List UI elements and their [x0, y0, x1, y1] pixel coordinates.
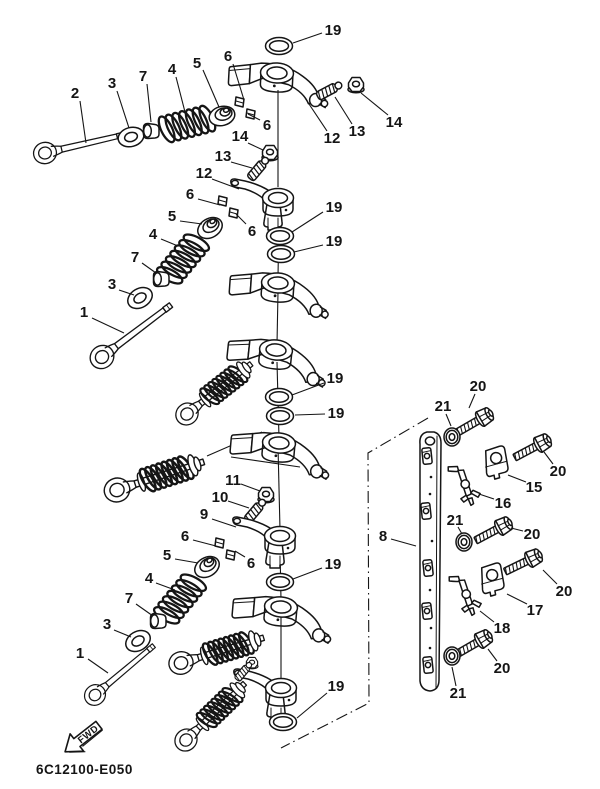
- callout-leader: [92, 318, 124, 333]
- callout-label-19: 19: [325, 199, 343, 216]
- rocker-arm: [228, 270, 331, 319]
- callout-leader: [117, 91, 129, 128]
- callout-label-20: 20: [555, 583, 573, 600]
- callout-label-19: 19: [324, 22, 342, 39]
- callout-leader: [161, 239, 178, 246]
- callout-leader: [293, 568, 322, 579]
- bushing-7: [154, 272, 170, 287]
- valve-spring-assembly: [170, 354, 258, 430]
- callout-leader: [175, 559, 198, 563]
- callout-leader: [543, 570, 557, 584]
- callout-leader: [511, 528, 523, 531]
- o-ring-19: [270, 714, 297, 731]
- callout-label-4: 4: [144, 570, 154, 587]
- callout-leader: [88, 659, 108, 673]
- callout-leader: [297, 693, 327, 718]
- callout-leader: [180, 221, 202, 224]
- callout-leader: [335, 97, 352, 124]
- callout-label-9: 9: [199, 506, 209, 523]
- retainer-clip-16: [447, 461, 482, 509]
- callout-label-4: 4: [167, 61, 177, 78]
- callout-leader: [231, 162, 252, 168]
- callout-label-10: 10: [211, 489, 229, 506]
- callout-leader: [236, 214, 246, 224]
- callout-label-1: 1: [75, 645, 85, 662]
- group-bracket-line: [281, 418, 428, 748]
- callout-label-20: 20: [469, 378, 487, 395]
- washer-21: [444, 647, 460, 665]
- callout-label-5: 5: [162, 547, 172, 564]
- callout-label-19: 19: [327, 405, 345, 422]
- rocker-rail-part-8: [420, 432, 441, 691]
- callout-leader: [295, 414, 325, 415]
- callout-leader: [391, 539, 416, 546]
- rocker-arm: [228, 429, 331, 480]
- callout-label-14: 14: [385, 114, 403, 131]
- callout-label-13: 13: [214, 148, 232, 165]
- callout-label-19: 19: [325, 233, 343, 250]
- callout-label-6: 6: [246, 555, 256, 572]
- washer-21: [456, 533, 472, 551]
- callout-leader: [507, 594, 527, 604]
- o-ring-19: [266, 389, 293, 406]
- callout-leader: [80, 101, 86, 143]
- callout-label-7: 7: [130, 249, 140, 266]
- callout-label-8: 8: [378, 528, 388, 545]
- spring-seat-3: [124, 283, 156, 312]
- callout-label-21: 21: [449, 685, 467, 702]
- callout-label-6: 6: [262, 117, 272, 134]
- exhaust-valve-2: [31, 124, 126, 166]
- o-ring-19: [266, 38, 293, 55]
- callout-leader: [241, 484, 260, 491]
- intake-valve-1: [80, 638, 160, 710]
- callout-label-5: 5: [167, 208, 177, 225]
- callout-label-16: 16: [494, 495, 512, 512]
- valve-spring-4: [155, 102, 220, 145]
- callout-leader: [228, 501, 249, 508]
- spring-seat-3: [116, 124, 146, 149]
- callout-label-21: 21: [446, 512, 464, 529]
- callout-leader: [292, 383, 324, 395]
- callout-leader: [480, 611, 494, 622]
- diagram-code: 6C12100-E050: [36, 762, 133, 777]
- flange-bolt-20: [511, 431, 554, 464]
- callout-leader: [469, 394, 475, 408]
- retainer-clip-18: [448, 571, 483, 619]
- o-ring-19: [267, 228, 294, 245]
- callout-leader: [479, 494, 494, 499]
- callout-leader: [292, 212, 323, 232]
- valve-cotters-6: [215, 538, 235, 560]
- callout-label-20: 20: [523, 526, 541, 543]
- callout-label-6: 6: [180, 528, 190, 545]
- spring-retainer-5: [207, 103, 237, 128]
- locknut-14: [348, 78, 364, 93]
- callout-leader: [508, 475, 526, 482]
- callout-label-14: 14: [231, 128, 249, 145]
- callout-leader: [203, 70, 219, 107]
- retainer-clamp-15: [482, 445, 509, 480]
- flange-bolt-20: [472, 514, 515, 547]
- callout-label-11: 11: [225, 472, 241, 489]
- callout-leader: [294, 245, 323, 252]
- adjusting-screw-13: [316, 80, 344, 101]
- callout-label-12: 12: [323, 130, 341, 147]
- callout-leader: [147, 84, 151, 122]
- o-ring-19: [267, 574, 294, 591]
- fwd-arrow: [58, 717, 106, 762]
- rocker-arm-12: [231, 179, 294, 230]
- callout-label-21: 21: [434, 398, 452, 415]
- callout-leader: [198, 199, 220, 205]
- callout-leader: [452, 667, 456, 686]
- callout-label-20: 20: [493, 660, 511, 677]
- callout-label-3: 3: [107, 276, 117, 293]
- callout-leader: [248, 143, 263, 150]
- callout-leader: [114, 630, 131, 637]
- callout-label-5: 5: [192, 55, 202, 72]
- shaft-axis-line: [278, 446, 280, 530]
- callout-label-20: 20: [549, 463, 567, 480]
- rocker-arm-9: [233, 517, 296, 568]
- callout-leader: [193, 540, 216, 546]
- callout-leader: [176, 77, 185, 112]
- callout-leader: [361, 93, 388, 115]
- callout-label-6: 6: [185, 186, 195, 203]
- callout-leader: [136, 604, 153, 616]
- parts-layer: [31, 38, 554, 757]
- flange-bolt-20: [502, 547, 546, 579]
- callout-label-7: 7: [124, 590, 134, 607]
- callout-leader: [235, 551, 245, 557]
- callout-label-19: 19: [326, 370, 344, 387]
- callout-label-19: 19: [327, 678, 345, 695]
- callout-leader: [142, 263, 156, 273]
- retainer-clamp-17: [478, 562, 505, 597]
- washer-21: [444, 428, 460, 446]
- valve-spring-assembly: [101, 449, 208, 507]
- callout-label-6: 6: [247, 223, 257, 240]
- callout-label-1: 1: [79, 304, 89, 321]
- callout-label-19: 19: [324, 556, 342, 573]
- callout-label-12: 12: [195, 165, 213, 182]
- callout-label-3: 3: [107, 75, 117, 92]
- callout-label-15: 15: [525, 479, 543, 496]
- callout-label-2: 2: [70, 85, 80, 102]
- callout-leader: [293, 33, 322, 43]
- o-ring-19: [267, 408, 294, 425]
- bushing-7: [144, 124, 160, 139]
- shaft-axis-line: [277, 292, 278, 344]
- callout-label-7: 7: [138, 68, 148, 85]
- valve-spring-assembly: [169, 675, 253, 757]
- valve-cotters-6: [218, 196, 238, 218]
- callout-label-6: 6: [223, 48, 233, 65]
- adjusting-screw-13: [247, 155, 271, 181]
- fwd-label: FWD: [75, 723, 101, 747]
- callout-leader: [446, 414, 451, 426]
- callout-label-3: 3: [102, 616, 112, 633]
- callout-label-4: 4: [148, 226, 158, 243]
- callout-label-17: 17: [526, 602, 544, 619]
- valve-spring-assembly: [166, 625, 268, 678]
- callout-label-13: 13: [348, 123, 366, 140]
- o-ring-19: [268, 246, 295, 263]
- callout-label-18: 18: [493, 620, 511, 637]
